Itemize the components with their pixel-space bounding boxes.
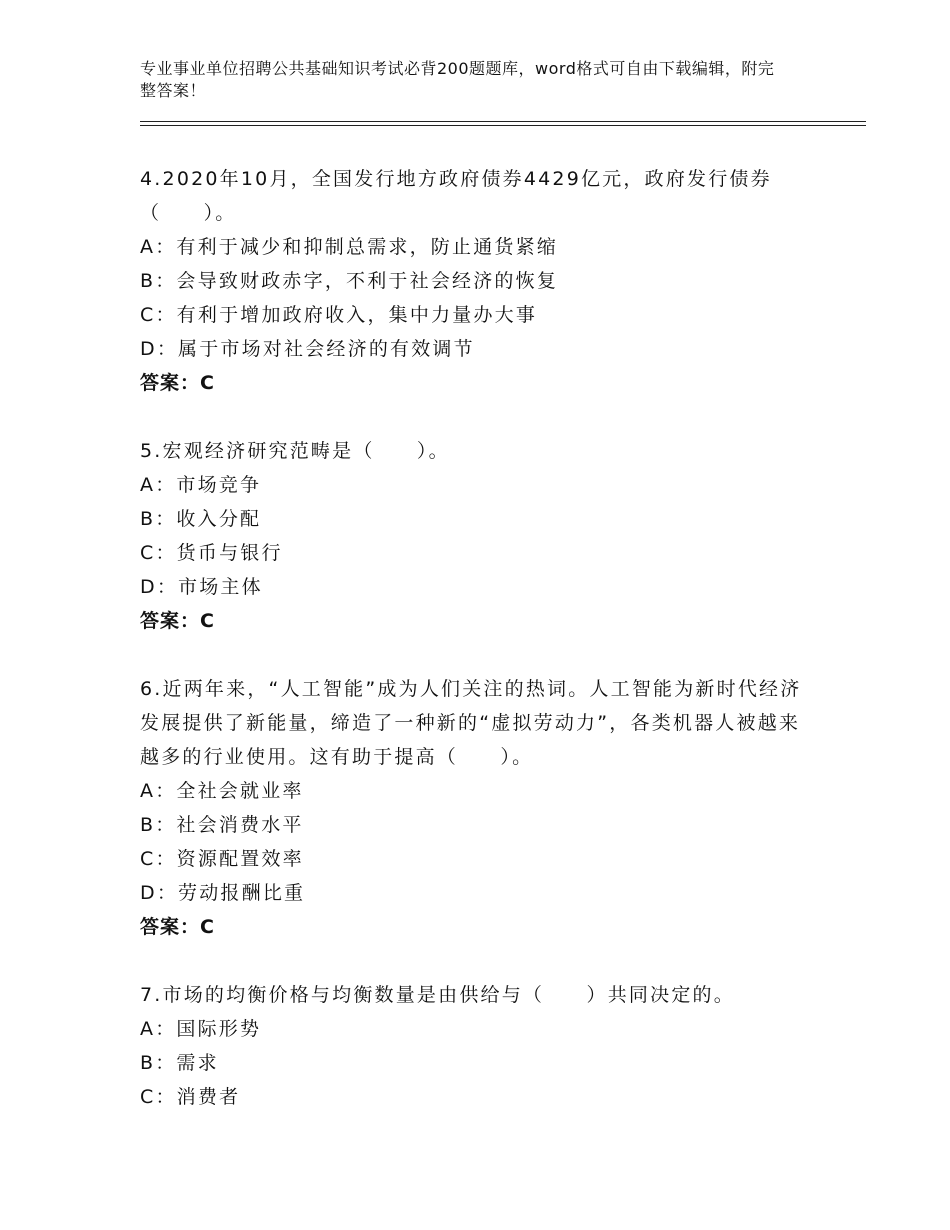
question-6 [140, 672, 820, 944]
question-4 [140, 162, 820, 400]
option-c: C：消费者 [140, 1086, 241, 1108]
option-d: D：劳动报酬比重 [140, 882, 306, 904]
question-stem: 4.2020年10月，全国发行地方政府债券4429亿元，政府发行债券（ ）。 [140, 168, 772, 224]
option-b: B：社会消费水平 [140, 814, 304, 836]
option-a: A：有利于减少和抑制总需求，防止通货紧缩 [140, 236, 558, 258]
question-5 [140, 434, 820, 638]
option-d: D：属于市场对社会经济的有效调节 [140, 338, 475, 360]
question-stem: 7.市场的均衡价格与均衡数量是由供给与（ ）共同决定的。 [140, 984, 735, 1006]
question-stem: 5.宏观经济研究范畴是（ ）。 [140, 440, 450, 462]
option-b: B：会导致财政赤字，不利于社会经济的恢复 [140, 270, 559, 292]
header-divider-top [140, 121, 866, 122]
question-stem: 6.近两年来，“人工智能”成为人们关注的热词。人工智能为新时代经济发展提供了新能量，缔造了一种新的“虚拟劳动力”，各类机器人被越来越多的行业使用。这有助于提高（ ）。 [140, 678, 802, 768]
option-c: C：有利于增加政府收入，集中力量办大事 [140, 304, 538, 326]
header-divider-bottom [140, 125, 866, 126]
option-a: A：国际形势 [140, 1018, 262, 1040]
question-list [140, 162, 820, 1148]
option-c: C：货币与银行 [140, 542, 283, 564]
option-d: D：市场主体 [140, 576, 263, 598]
answer-label: 答案：C [140, 610, 215, 632]
answer-label: 答案：C [140, 372, 215, 394]
option-b: B：收入分配 [140, 508, 262, 530]
option-c: C：资源配置效率 [140, 848, 304, 870]
option-b: B：需求 [140, 1052, 219, 1074]
answer-label: 答案：C [140, 916, 215, 938]
option-a: A：市场竞争 [140, 474, 262, 496]
document-header: 专业事业单位招聘公共基础知识考试必背200题题库，word格式可自由下载编辑，附完整答案！ [140, 59, 775, 100]
option-a: A：全社会就业率 [140, 780, 304, 802]
question-7 [140, 978, 820, 1114]
